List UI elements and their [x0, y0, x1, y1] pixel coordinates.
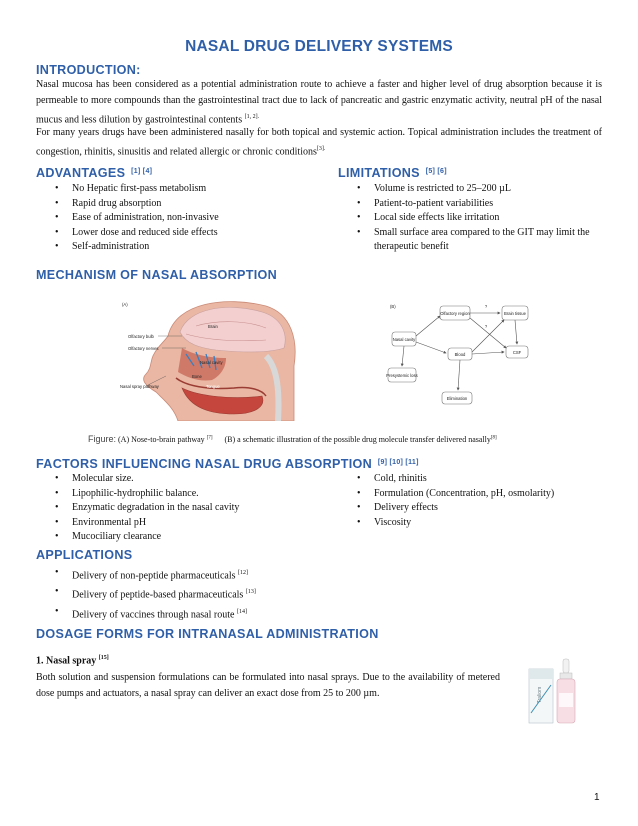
node-brain-tissue: Brain tissue: [504, 311, 526, 316]
node-csf: CSF: [512, 350, 522, 355]
intro-paragraph-2: For many years drugs have been administered nasally for both topical and systemic action. Topical administration includes the treatment of congestion, rhinitis, sinusitis and related allergic or chronic conditions$^{[3].}$: [36, 127, 602, 158]
factors-list-right: [338, 472, 604, 530]
list-item: • Small surface area compared to the GIT may limit the therapeutic benefit: [338, 226, 604, 255]
list-item: • Enzymatic degradation in the nasal cavity: [36, 501, 336, 516]
list-item: • Ease of administration, non-invasive: [36, 211, 326, 226]
node-olfactory-region: Olfactory region: [440, 311, 470, 316]
advantages-heading: ADVANTAGES [1] [4]: [36, 166, 153, 180]
page-title: NASAL DRUG DELIVERY SYSTEMS: [185, 38, 453, 55]
nasal-spray-bottle-image: [527, 655, 583, 725]
drug-transfer-schematic: [384, 298, 552, 412]
fig-a-label-brain: Brain: [208, 324, 218, 329]
question-mark-1: ?: [484, 304, 488, 309]
figure-caption: Figure: (A) Nose-to-brain pathway [7] (B) a schematic illustration of the possible drug molecule transfer delivered nasally[8]: [88, 434, 497, 444]
list-item: • No Hepatic first-pass metabolism: [36, 182, 326, 197]
applications-heading: APPLICATIONS: [36, 548, 133, 562]
intro-paragraph-1: Nasal mucosa has been considered as a potential administration route to achieve a faster and higher level of drug absorption because it is permeable to more compounds than the gastrointestinal tract due to lack of pancreatic and gastric enzymatic activity, neutral pH of the nasal mucus and less dilution by gastrointestinal contents $^{[1, 2].}$: [36, 79, 602, 126]
question-mark-2: ?: [484, 324, 488, 329]
list-item: • Molecular size.: [36, 472, 336, 487]
nasal-spray-title: 1. Nasal spray [15]: [36, 655, 109, 667]
list-item: • Self-administration: [36, 240, 326, 255]
mechanism-heading: MECHANISM OF NASAL ABSORPTION: [36, 268, 277, 282]
list-item: • Delivery of vaccines through nasal route [14]: [36, 604, 436, 623]
node-blood: Blood: [454, 352, 466, 357]
list-item: • Local side effects like irritation: [338, 211, 604, 226]
list-item: • Viscosity: [338, 516, 604, 531]
list-item: • Mucociliary clearance: [36, 530, 336, 545]
dosage-forms-heading: DOSAGE FORMS FOR INTRANASAL ADMINISTRATION: [36, 627, 379, 641]
list-item: • Delivery of peptide-based pharmaceuticals [13]: [36, 584, 436, 603]
node-presystemic-loss: Presystemic loss: [386, 373, 418, 378]
applications-list: [36, 565, 436, 623]
fig-a-label-tongue: Tongue: [206, 384, 220, 389]
fig-a-label-olfactory-nerves: Olfactory nerves: [128, 346, 159, 351]
fig-a-label-nasal-cavity: Nasal cavity: [200, 360, 223, 365]
factors-heading: FACTORS INFLUENCING NASAL DRUG ABSORPTION [9] [10] [11]: [36, 457, 419, 471]
limitations-heading: LIMITATIONS [5] [6]: [338, 166, 447, 180]
list-item: • Delivery effects: [338, 501, 604, 516]
list-item: • Cold, rhinitis: [338, 472, 604, 487]
factors-list-left: [36, 472, 336, 545]
list-item: • Environmental pH: [36, 516, 336, 531]
list-item: • Lower dose and reduced side effects: [36, 226, 326, 241]
list-item: • Patient-to-patient variabilities: [338, 197, 604, 212]
limitations-list: [338, 182, 604, 255]
list-item: • Volume is restricted to 25–200 µL: [338, 182, 604, 197]
page-number: 1: [594, 792, 600, 803]
introduction-heading: INTRODUCTION:: [36, 63, 141, 77]
fig-a-label-nasal-spray: Nasal spray pathway: [120, 384, 159, 389]
node-elimination: Elimination: [446, 396, 468, 401]
fig-a-label-bone: Bone: [192, 374, 202, 379]
fig-a-label-olfactory-bulb: Olfactory bulb: [128, 334, 154, 339]
bottle-brand-label: Traliom: [537, 686, 543, 704]
node-nasal-cavity: Nasal cavity: [392, 337, 416, 342]
list-item: • Delivery of non-peptide pharmaceuticals [12]: [36, 565, 436, 584]
list-item: • Formulation (Concentration, pH, osmolarity): [338, 487, 604, 502]
nasal-spray-paragraph: Both solution and suspension formulations can be formulated into nasal sprays. Due to the availability of metered dose pumps and actuators, a nasal spray can deliver an exact dose from 25 to 200 µm.: [36, 672, 500, 699]
nose-to-brain-figure: [116, 296, 298, 421]
list-item: • Lipophilic-hydrophilic balance.: [36, 487, 336, 502]
list-item: • Rapid drug absorption: [36, 197, 326, 212]
fig-a-tag: (A): [122, 302, 128, 307]
advantages-list: [36, 182, 326, 255]
fig-b-tag: (B): [390, 304, 396, 309]
